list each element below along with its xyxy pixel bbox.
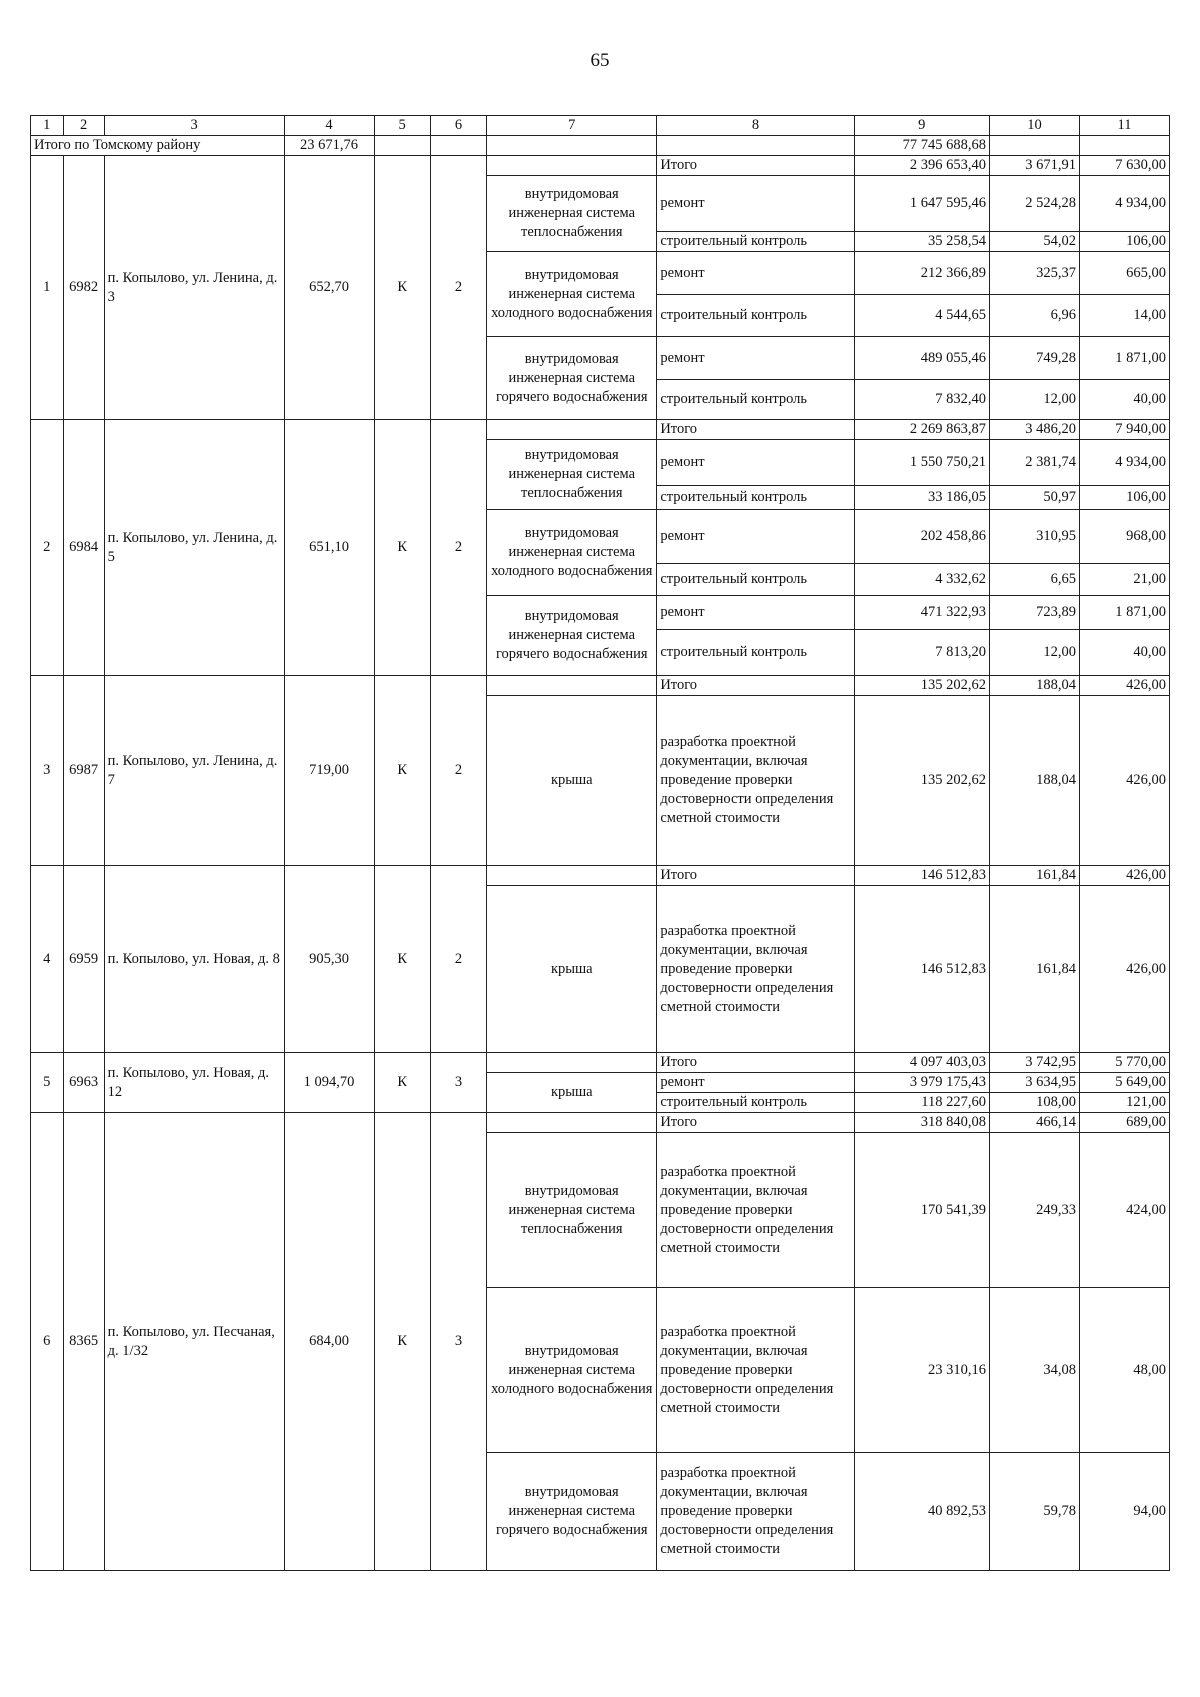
- system-name: внутридомовая инженерная система горячего водоснабжения: [487, 596, 657, 676]
- cost: 40 892,53: [854, 1453, 989, 1571]
- unit-cost: 749,28: [990, 337, 1080, 380]
- max-cost: 5 649,00: [1079, 1073, 1169, 1093]
- max-cost: 4 934,00: [1079, 176, 1169, 232]
- system-name: крыша: [487, 886, 657, 1053]
- work-label: строительный контроль: [657, 380, 854, 420]
- unit-cost: 466,14: [990, 1113, 1080, 1133]
- area: 719,00: [284, 676, 374, 866]
- max-cost: 7 940,00: [1079, 420, 1169, 440]
- cost: 23 310,16: [854, 1288, 989, 1453]
- district-total-row: [31, 136, 1170, 156]
- max-cost: 426,00: [1079, 696, 1169, 866]
- cost: 471 322,93: [854, 596, 989, 630]
- floors: 2: [430, 866, 486, 1053]
- system-name: внутридомовая инженерная система холодного водоснабжения: [487, 252, 657, 337]
- unit-cost: 188,04: [990, 696, 1080, 866]
- max-cost: 94,00: [1079, 1453, 1169, 1571]
- cost: 212 366,89: [854, 252, 989, 295]
- max-cost: 21,00: [1079, 564, 1169, 596]
- unit-cost: 2 381,74: [990, 440, 1080, 486]
- unit-cost: 3 486,20: [990, 420, 1080, 440]
- max-cost: 7 630,00: [1079, 156, 1169, 176]
- wall-type: К: [374, 866, 430, 1053]
- cost: 4 544,65: [854, 295, 989, 337]
- work-label: Итого: [657, 156, 854, 176]
- wall-type: К: [374, 420, 430, 676]
- unit-cost: 6,65: [990, 564, 1080, 596]
- unit-cost: 161,84: [990, 886, 1080, 1053]
- row-number: 5: [31, 1053, 64, 1113]
- address: п. Копылово, ул. Новая, д. 12: [104, 1053, 284, 1113]
- max-cost: 106,00: [1079, 232, 1169, 252]
- max-cost: 1 871,00: [1079, 337, 1169, 380]
- unit-cost: 6,96: [990, 295, 1080, 337]
- unit-cost: 34,08: [990, 1288, 1080, 1453]
- table-row: [31, 156, 1170, 176]
- unit-cost: 723,89: [990, 596, 1080, 630]
- area: 684,00: [284, 1113, 374, 1571]
- work-label: Итого: [657, 866, 854, 886]
- work-label: Итого: [657, 1113, 854, 1133]
- system-name: внутридомовая инженерная система теплоснабжения: [487, 1133, 657, 1288]
- area: 652,70: [284, 156, 374, 420]
- system-name: крыша: [487, 696, 657, 866]
- address: п. Копылово, ул. Ленина, д. 7: [104, 676, 284, 866]
- work-label: ремонт: [657, 337, 854, 380]
- header-cell: 4: [284, 116, 374, 136]
- unit-cost: 161,84: [990, 866, 1080, 886]
- unit-cost: 108,00: [990, 1093, 1080, 1113]
- address: п. Копылово, ул. Ленина, д. 5: [104, 420, 284, 676]
- work-label: строительный контроль: [657, 486, 854, 510]
- work-label: ремонт: [657, 510, 854, 564]
- header-row: [31, 116, 1170, 136]
- object-id: 6987: [63, 676, 104, 866]
- work-label: разработка проектной документации, включая проведение проверки достоверности определения сметной стоимости: [657, 886, 854, 1053]
- cost: 2 269 863,87: [854, 420, 989, 440]
- work-label: строительный контроль: [657, 630, 854, 676]
- max-cost: 424,00: [1079, 1133, 1169, 1288]
- work-label: разработка проектной документации, включая проведение проверки достоверности определения сметной стоимости: [657, 696, 854, 866]
- work-label: Итого: [657, 1053, 854, 1073]
- max-cost: 14,00: [1079, 295, 1169, 337]
- area: 1 094,70: [284, 1053, 374, 1113]
- floors: 2: [430, 420, 486, 676]
- table-row: [31, 866, 1170, 886]
- work-label: строительный контроль: [657, 232, 854, 252]
- object-id: 6982: [63, 156, 104, 420]
- header-cell: 5: [374, 116, 430, 136]
- area: 905,30: [284, 866, 374, 1053]
- floors: 3: [430, 1053, 486, 1113]
- max-cost: 426,00: [1079, 676, 1169, 696]
- unit-cost: 2 524,28: [990, 176, 1080, 232]
- system-name: внутридомовая инженерная система теплоснабжения: [487, 176, 657, 252]
- system-name: крыша: [487, 1073, 657, 1113]
- object-id: 6963: [63, 1053, 104, 1113]
- object-id: 8365: [63, 1113, 104, 1571]
- max-cost: 121,00: [1079, 1093, 1169, 1113]
- cost: 4 332,62: [854, 564, 989, 596]
- district-total-area: 23 671,76: [284, 136, 374, 156]
- floors: 3: [430, 1113, 486, 1571]
- unit-cost: 325,37: [990, 252, 1080, 295]
- max-cost: 1 871,00: [1079, 596, 1169, 630]
- unit-cost: 188,04: [990, 676, 1080, 696]
- area: 651,10: [284, 420, 374, 676]
- wall-type: К: [374, 1053, 430, 1113]
- unit-cost: 3 671,91: [990, 156, 1080, 176]
- unit-cost: 3 634,95: [990, 1073, 1080, 1093]
- cost: 3 979 175,43: [854, 1073, 989, 1093]
- address: п. Копылово, ул. Новая, д. 8: [104, 866, 284, 1053]
- max-cost: 106,00: [1079, 486, 1169, 510]
- max-cost: 40,00: [1079, 630, 1169, 676]
- max-cost: 689,00: [1079, 1113, 1169, 1133]
- cost: 202 458,86: [854, 510, 989, 564]
- header-cell: 3: [104, 116, 284, 136]
- system-name: внутридомовая инженерная система горячего водоснабжения: [487, 337, 657, 420]
- max-cost: 48,00: [1079, 1288, 1169, 1453]
- wall-type: К: [374, 676, 430, 866]
- cost: 489 055,46: [854, 337, 989, 380]
- max-cost: 4 934,00: [1079, 440, 1169, 486]
- max-cost: 426,00: [1079, 866, 1169, 886]
- cost: 135 202,62: [854, 696, 989, 866]
- work-label: Итого: [657, 420, 854, 440]
- header-cell: 10: [990, 116, 1080, 136]
- repair-plan-table: [30, 115, 1170, 1571]
- unit-cost: 59,78: [990, 1453, 1080, 1571]
- cost: 7 832,40: [854, 380, 989, 420]
- cost: 146 512,83: [854, 866, 989, 886]
- address: п. Копылово, ул. Песчаная, д. 1/32: [104, 1113, 284, 1571]
- header-cell: 6: [430, 116, 486, 136]
- cost: 7 813,20: [854, 630, 989, 676]
- cost: 318 840,08: [854, 1113, 989, 1133]
- header-cell: 11: [1079, 116, 1169, 136]
- page-number: 65: [590, 50, 610, 71]
- max-cost: 968,00: [1079, 510, 1169, 564]
- work-label: разработка проектной документации, включая проведение проверки достоверности определения сметной стоимости: [657, 1133, 854, 1288]
- work-label: строительный контроль: [657, 564, 854, 596]
- header-cell: 9: [854, 116, 989, 136]
- max-cost: 40,00: [1079, 380, 1169, 420]
- system-name: внутридомовая инженерная система холодного водоснабжения: [487, 510, 657, 596]
- header-cell: 2: [63, 116, 104, 136]
- header-cell: 7: [487, 116, 657, 136]
- header-cell: 8: [657, 116, 854, 136]
- system-name: внутридомовая инженерная система холодного водоснабжения: [487, 1288, 657, 1453]
- table-row: [31, 1113, 1170, 1133]
- table-row: [31, 1053, 1170, 1073]
- cost: 33 186,05: [854, 486, 989, 510]
- cost: 118 227,60: [854, 1093, 989, 1113]
- max-cost: 426,00: [1079, 886, 1169, 1053]
- system-name: внутридомовая инженерная система теплоснабжения: [487, 440, 657, 510]
- work-label: строительный контроль: [657, 1093, 854, 1113]
- row-number: 1: [31, 156, 64, 420]
- district-total-label: Итого по Томскому району: [31, 136, 285, 156]
- work-label: ремонт: [657, 596, 854, 630]
- row-number: 6: [31, 1113, 64, 1571]
- header-cell: 1: [31, 116, 64, 136]
- object-id: 6984: [63, 420, 104, 676]
- table-row: [31, 676, 1170, 696]
- object-id: 6959: [63, 866, 104, 1053]
- work-label: ремонт: [657, 440, 854, 486]
- work-label: разработка проектной документации, включая проведение проверки достоверности определения сметной стоимости: [657, 1453, 854, 1571]
- system-name: внутридомовая инженерная система горячего водоснабжения: [487, 1453, 657, 1571]
- cost: 146 512,83: [854, 886, 989, 1053]
- row-number: 2: [31, 420, 64, 676]
- unit-cost: 50,97: [990, 486, 1080, 510]
- unit-cost: 12,00: [990, 630, 1080, 676]
- work-label: ремонт: [657, 176, 854, 232]
- unit-cost: 249,33: [990, 1133, 1080, 1288]
- work-label: ремонт: [657, 1073, 854, 1093]
- row-number: 4: [31, 866, 64, 1053]
- cost: 4 097 403,03: [854, 1053, 989, 1073]
- floors: 2: [430, 156, 486, 420]
- address: п. Копылово, ул. Ленина, д. 3: [104, 156, 284, 420]
- cost: 35 258,54: [854, 232, 989, 252]
- floors: 2: [430, 676, 486, 866]
- unit-cost: 54,02: [990, 232, 1080, 252]
- wall-type: К: [374, 1113, 430, 1571]
- max-cost: 5 770,00: [1079, 1053, 1169, 1073]
- work-label: строительный контроль: [657, 295, 854, 337]
- wall-type: К: [374, 156, 430, 420]
- work-label: разработка проектной документации, включая проведение проверки достоверности определения сметной стоимости: [657, 1288, 854, 1453]
- work-label: Итого: [657, 676, 854, 696]
- work-label: ремонт: [657, 252, 854, 295]
- cost: 1 550 750,21: [854, 440, 989, 486]
- table-row: [31, 420, 1170, 440]
- unit-cost: 310,95: [990, 510, 1080, 564]
- district-total-sum: 77 745 688,68: [854, 136, 989, 156]
- row-number: 3: [31, 676, 64, 866]
- cost: 2 396 653,40: [854, 156, 989, 176]
- max-cost: 665,00: [1079, 252, 1169, 295]
- unit-cost: 3 742,95: [990, 1053, 1080, 1073]
- unit-cost: 12,00: [990, 380, 1080, 420]
- cost: 1 647 595,46: [854, 176, 989, 232]
- cost: 135 202,62: [854, 676, 989, 696]
- cost: 170 541,39: [854, 1133, 989, 1288]
